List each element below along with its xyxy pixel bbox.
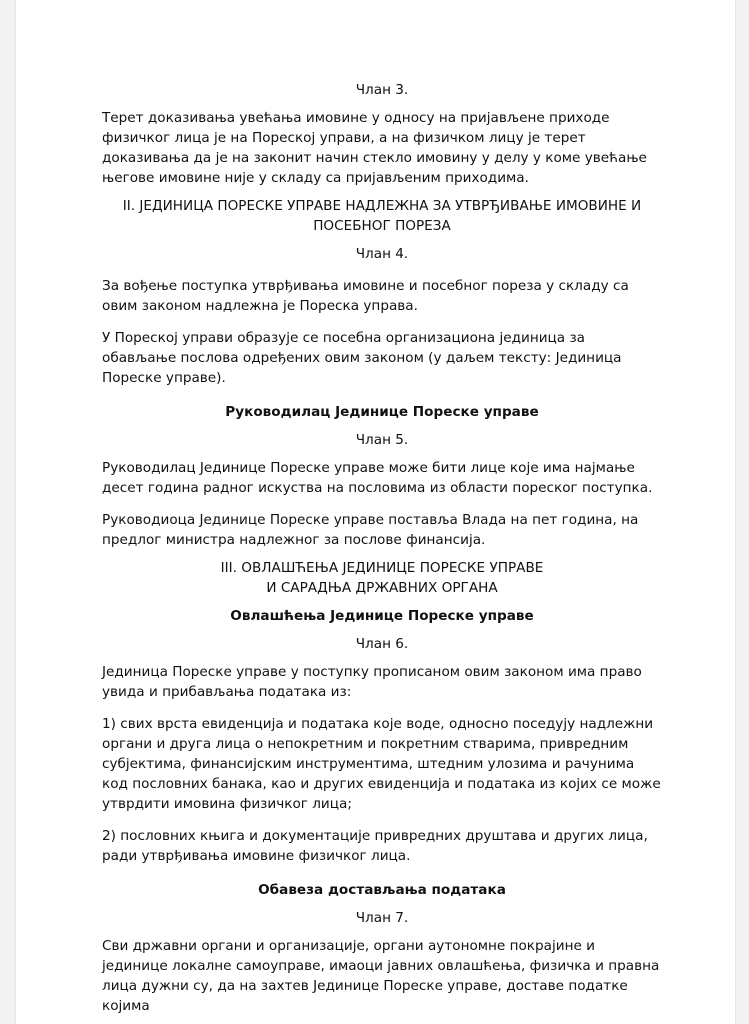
article-3-title: Члан 3. [355,82,409,98]
article-3-paragraph: Терет доказивања увећања имовине у односу на пријављене приходе физичког лица је на Пореској управи, а на физичком лицу је терет доказивања да је на законит начин стекло имовину у делу у коме увећање његове имовине није у складу са пријављеним приходима. [102,110,647,186]
section-3-heading-line-1: III. ОВЛАШЋЕЊА ЈЕДИНИЦЕ ПОРЕСКЕ УПРАВЕ [220,560,544,576]
heading-rukovodilac: Руководилац Јединице Пореске управе [225,404,539,420]
section-2-heading-line-1: II. ЈЕДИНИЦА ПОРЕСКЕ УПРАВЕ НАДЛЕЖНА ЗА УТВРЂИВАЊЕ ИМОВИНЕ И [122,198,642,214]
document-page [16,0,735,1024]
heading-obaveza: Обавеза достављања података [258,882,506,898]
article-4-paragraph-1: За вођење поступка утврђивања имовине и посебног пореза у складу са овим законом надлежна је Пореска управа. [102,278,629,314]
article-6-item-2: 2) пословних књига и документације привредних друштава и других лица, ради утврђивања имовине физичког лица. [102,828,648,864]
article-5-paragraph-1: Руководилац Јединице Пореске управе може бити лице које има најмање десет година радног искуства на пословима из области пореског поступка. [102,460,653,496]
article-4-title: Члан 4. [355,246,409,262]
article-5-title: Члан 5. [355,432,409,448]
section-2-heading-line-2: ПОСЕБНОГ ПОРЕЗА [313,218,451,234]
article-4-paragraph-2: У Пореској управи образује се посебна организациона јединица за обављање послова одређених овим законом (у даљем тексту: Јединица Пореске управе). [102,330,622,386]
article-6-item-1: 1) свих врста евиденција и података које воде, односно поседују надлежни органи и друга лица о непокретним и покретним стварима, привредним субјектима, финансијским инструментима, штедним улозима и рачунима код пословних банака, као и других евиденција и података из којих се може утврдити имовина физичког лица; [102,716,661,812]
article-7-paragraph-1: Сви државни органи и организације, органи аутономне покрајине и јединице локалне самоуправе, имаоци јавних овлашћења, физичка и правна лица дужни су, да на захтев Јединице Пореске управе, доставе податке којима [102,938,660,1014]
section-3-heading-line-2: И САРАДЊА ДРЖАВНИХ ОРГАНА [266,580,498,596]
article-7-title: Члан 7. [355,910,409,926]
article-5-paragraph-2: Руководиоца Јединице Пореске управе поставља Влада на пет година, на предлог министра надлежног за послове финансија. [102,512,639,548]
document-content [102,80,662,1016]
heading-ovlascenja: Овлашћења Јединице Пореске управе [230,608,534,624]
article-6-paragraph-1: Јединица Пореске управе у поступку прописаном овим законом има право увида и прибављања података из: [102,664,642,700]
article-6-title: Члан 6. [355,636,409,652]
